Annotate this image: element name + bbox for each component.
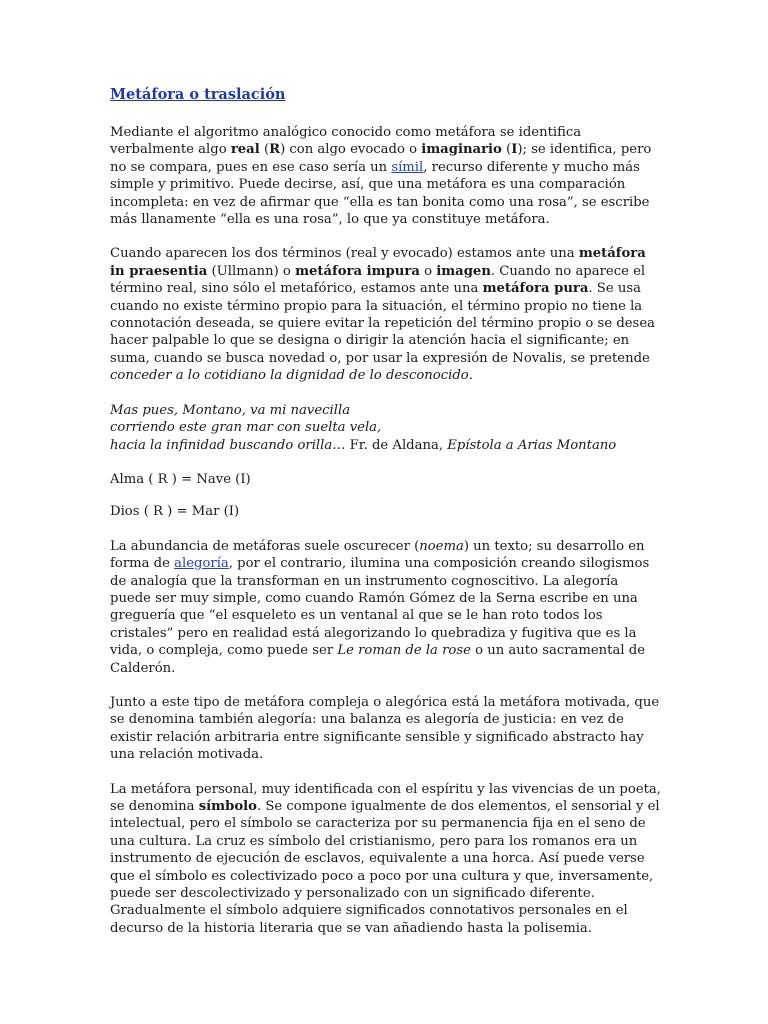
equation-dios: Dios ( R ) = Mar (I) <box>110 504 240 520</box>
bold-term-imaginario: imaginario <box>421 142 502 158</box>
paragraph-alegoria <box>110 538 662 677</box>
text-run: . Cuando no aparece el término real, sino sólo el metafórico, estamos ante una <box>110 263 646 297</box>
text-run: ( <box>501 142 512 158</box>
paragraph-metafora-definicion <box>110 124 662 228</box>
poem-line-1: Mas pues, Montano, va mi navecilla <box>110 402 351 418</box>
text-run: La abundancia de metáforas suele oscurecer ( <box>110 538 420 554</box>
text-run: o <box>419 263 437 279</box>
link-simil[interactable]: símil <box>391 159 424 175</box>
italic-title-roman-de-la-rose: Le roman de la rose <box>337 643 471 659</box>
bold-term-real: real <box>230 142 260 158</box>
poem-line-3: hacia la infinidad buscando orilla… <box>110 437 346 453</box>
bold-term-r: R <box>269 142 281 158</box>
equation-alma: Alma ( R ) = Nave (I) <box>110 471 251 487</box>
section-title-link[interactable]: Metáfora o traslación <box>110 86 286 103</box>
text-run: , por el contrario, ilumina una composición creando silogismos de analogía que la transforman en un instrumento cognoscitivo. La alegoría puede ser muy simple, como cuando Ramón Gómez de la Serna escribe en una greguería que “el esqueleto es un ventanal al que se le han roto todos los cristales” pero en realidad está alegorizando lo quebradiza y fugitiva que es la vida, o compleja, como puede ser <box>110 556 650 659</box>
bold-term-metafora-in-praesentia: metáfora in praesentia <box>110 246 646 279</box>
paragraph-simbolo <box>110 781 662 938</box>
text-run: Mediante el algoritmo analógico conocido como metáfora se identifica verbalmente algo <box>110 125 582 158</box>
paragraph-metafora-motivada: Junto a este tipo de metáfora compleja o alegórica está la metáfora motivada, que se denomina también alegoría: una balanza es alegoría de justicia: en vez de existir relación arbitraria entre significante sensible y significado abstracto hay una relación motivada. <box>110 694 660 763</box>
italic-quote-novalis: conceder a lo cotidiano la dignidad de lo desconocido <box>110 368 469 384</box>
poem-work-title: Epístola a Arias Montano <box>447 437 617 453</box>
text-run: ); se identifica, pero no se compara, pues en ese caso sería un <box>110 142 652 175</box>
bold-term-metafora-pura: metáfora pura <box>482 281 589 297</box>
paragraph-metafora-tipos <box>110 245 662 384</box>
text-run: , recurso diferente y mucho más simple y primitivo. Puede decirse, así, que una metáfora es una comparación incompleta: en vez de afirmar que “ella es tan bonita como una rosa”, se escribe más llanamente “ella es una rosa”, lo que ya constituye metáfora. <box>110 159 650 228</box>
bold-term-imagen: imagen <box>436 263 491 279</box>
text-run: ( <box>259 142 270 158</box>
bold-term-metafora-impura: metáfora impura <box>295 263 420 279</box>
text-run: o un auto sacramental de Calderón. <box>110 643 645 676</box>
text-run: . <box>468 368 473 384</box>
bold-term-simbolo: símbolo <box>198 799 257 814</box>
text-run: Cuando aparecen los dos términos (real y evocado) estamos ante una <box>110 246 579 262</box>
poem-line-2: corriendo este gran mar con suelta vela, <box>110 420 382 436</box>
document-body <box>110 86 662 954</box>
text-run: ) un texto; su desarrollo en forma de <box>110 538 645 572</box>
text-run: ) con algo evocado o <box>280 142 422 158</box>
text-run: . Se compone igualmente de dos elementos, el sensorial y el intelectual, pero el símbolo se caracteriza por su permanencia fija en el seno de una cultura. La cruz es símbolo del cristianismo, pero para los romanos era un instrumento de ejecución de esclavos, equivalente a una horca. Así puede verse que el símbolo es colectivizado poco a poco por una cultura y que, inversamente, puede ser descolectivizado y personalizado con un significado diferente. Gradualmente el símbolo adquiere significados connotativos personales en el decurso de la historia literaria que se van añadiendo hasta la polisemia. <box>110 799 660 936</box>
text-run: (Ullmann) o <box>207 263 296 279</box>
text-run: La metáfora personal, muy identificada con el espíritu y las vivencias de un poeta, se denomina <box>110 781 661 814</box>
bold-term-i: I <box>511 142 518 158</box>
poem-quote <box>110 402 662 454</box>
poem-author: Fr. de Aldana, <box>345 437 448 453</box>
link-alegoria[interactable]: alegoría <box>174 556 229 572</box>
text-run: . Se usa cuando no existe término propio para la situación, el término propio no tiene la connotación deseada, se quiere evitar la repetición del término propio o se desea hacer palpable lo que se designa o dirigir la atención hacia el significante; en suma, cuando se busca novedad o, por usar la expresión de Novalis, se pretende <box>110 281 655 366</box>
italic-term-noema: noema <box>419 538 464 554</box>
